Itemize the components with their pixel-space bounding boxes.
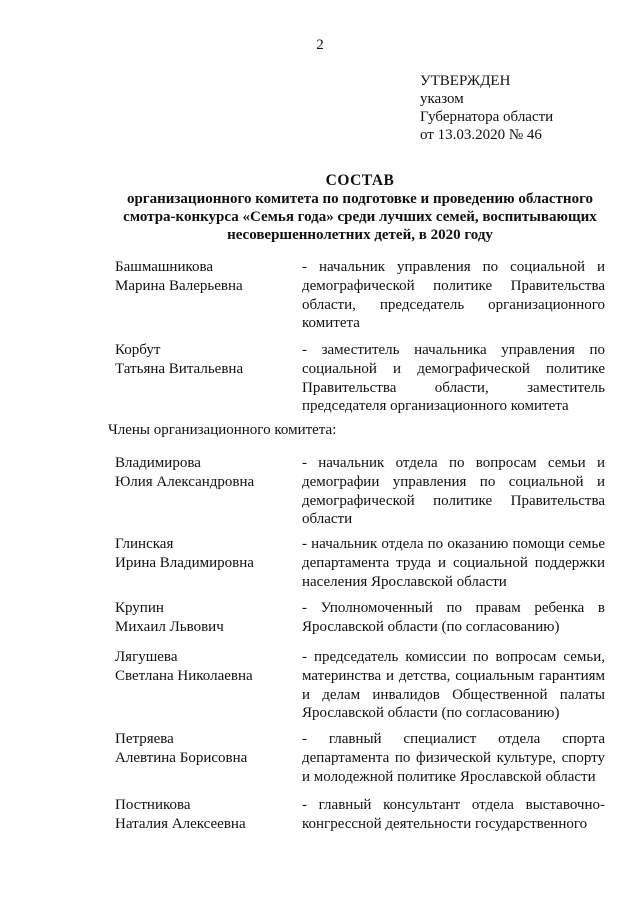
member-name — [115, 454, 295, 492]
approval-line: от 13.03.2020 № 46 — [420, 127, 542, 143]
member-given-name: Светлана Николаевна — [115, 667, 253, 684]
document-title: СОСТАВ — [325, 172, 395, 189]
member-given-name: Юлия Александровна — [115, 473, 255, 490]
member-name — [115, 258, 295, 296]
member-role: - главный консультант отдела выставочно-конгрессной деятельности государственного — [302, 797, 605, 832]
member-surname: Постникова — [115, 797, 191, 813]
member-role: - начальник отдела по оказанию помощи семье департамента труда и социальной поддержки населения Ярославской области — [302, 536, 605, 590]
subtitle-line: несовершеннолетних детей, в 2020 году — [227, 227, 493, 243]
member-name — [115, 648, 295, 686]
member-name — [115, 730, 295, 768]
document-subtitle — [100, 190, 620, 244]
member-surname: Петряева — [115, 731, 174, 747]
member-given-name: Михаил Львович — [115, 618, 224, 635]
member-name — [115, 341, 295, 379]
member-role: - председатель комиссии по вопросам семьи, материнства и детства, социальным гарантиям и делам инвалидов Общественной палаты Ярославской области (по согласованию) — [302, 649, 605, 722]
member-given-name: Алевтина Борисовна — [115, 749, 248, 766]
members-header: Члены организационного комитета: — [108, 422, 337, 438]
subtitle-line: смотра-конкурса «Семья года» среди лучших семей, воспитывающих — [123, 209, 597, 225]
member-name — [115, 535, 295, 573]
member-surname: Глинская — [115, 536, 174, 552]
member-role: - Уполномоченный по правам ребенка в Ярославской области (по согласованию) — [302, 600, 605, 635]
member-given-name: Ирина Владимировна — [115, 554, 254, 571]
member-given-name: Наталия Алексеевна — [115, 815, 246, 832]
approval-line: УТВЕРЖДЕН — [420, 73, 511, 89]
page-number: 2 — [316, 37, 324, 53]
member-role: - заместитель начальника управления по социальной и демографической политике Правительства области, заместитель председателя организационного комитета — [302, 342, 605, 415]
member-name — [115, 796, 295, 834]
member-role: - начальник управления по социальной и демографической политике Правительства области, председатель организационного комитета — [302, 259, 605, 332]
member-role: - начальник отдела по вопросам семьи и демографии управления по социальной и демографической политике Правительства области — [302, 455, 605, 528]
subtitle-line: организационного комитета по подготовке и проведению областного — [126, 191, 594, 207]
member-name — [115, 599, 295, 637]
member-surname: Корбут — [115, 342, 161, 358]
approval-line: указом — [420, 91, 464, 107]
approval-block — [420, 72, 553, 144]
approval-line: Губернатора области — [420, 109, 554, 125]
member-given-name: Марина Валерьевна — [115, 277, 243, 294]
member-surname: Владимирова — [115, 455, 201, 471]
member-surname: Лягушева — [115, 649, 178, 665]
member-given-name: Татьяна Витальевна — [115, 360, 244, 377]
member-surname: Крупин — [115, 600, 164, 616]
member-surname: Башмашникова — [115, 259, 214, 275]
member-role: - главный специалист отдела спорта департамента по физической культуре, спорту и молодежной политике Ярославской области — [302, 731, 605, 785]
